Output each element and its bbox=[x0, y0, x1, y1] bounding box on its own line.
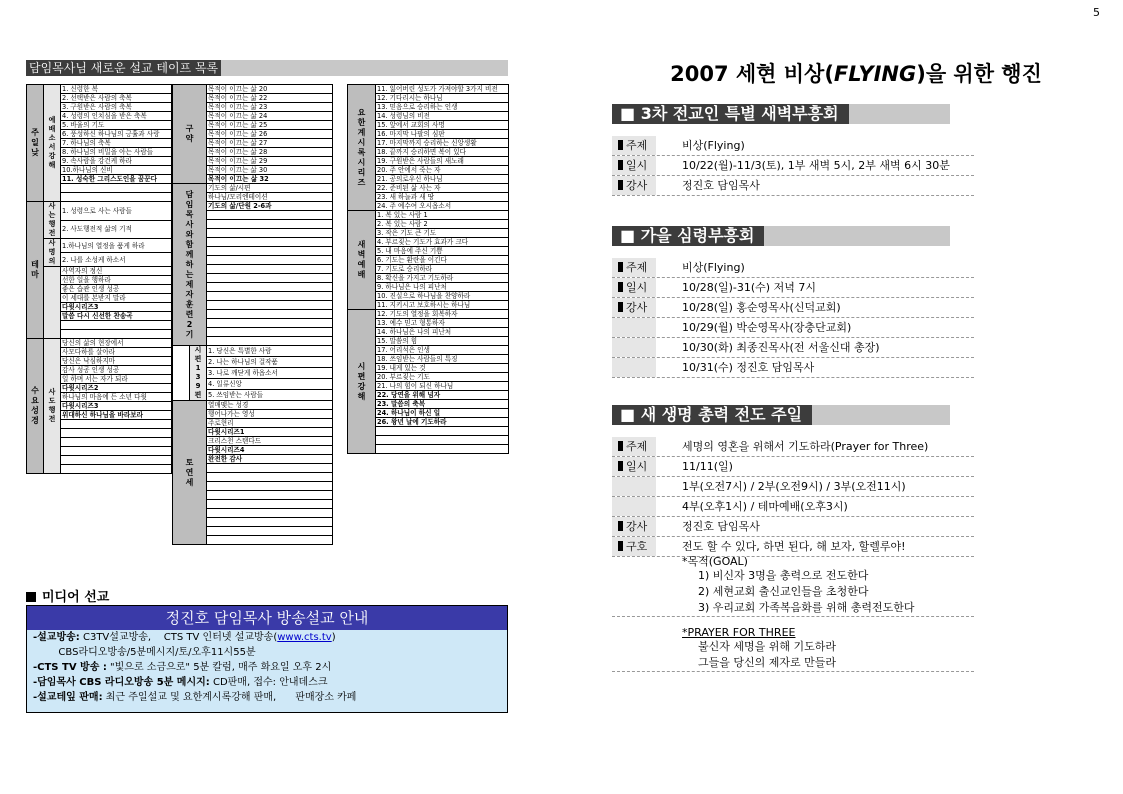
goal-item bbox=[612, 600, 974, 617]
info-label-text: 주제 bbox=[626, 139, 648, 152]
tape-title-cell: 5. 바울의 기도 bbox=[61, 121, 172, 130]
media-heading bbox=[26, 586, 109, 605]
tape-title-cell: 하나님의 마음에 든 소년 다윗 bbox=[61, 393, 172, 402]
tape-title-cell: 목적이 이끄는 삶 27 bbox=[207, 139, 333, 148]
tape-title-cell: 다윗시리즈3 bbox=[61, 303, 172, 312]
prayer-item bbox=[612, 655, 974, 672]
tape-title-cell bbox=[207, 328, 333, 337]
label-bullet-icon bbox=[618, 160, 623, 170]
broadcast-title: 정진호 담임목사 방송설교 안내 bbox=[27, 606, 507, 630]
section-heading-text: ■ 가을 심령부흥회 bbox=[612, 226, 764, 246]
tape-title-cell: 목적이 이끄는 삶 30 bbox=[207, 166, 333, 175]
broadcast-line-text: CBS라디오방송/5분메시지/토/오후11시55분 bbox=[33, 647, 256, 658]
info-label bbox=[612, 136, 656, 155]
tape-title-cell bbox=[207, 518, 333, 527]
label-bullet-icon bbox=[618, 441, 623, 451]
broadcast-line bbox=[27, 645, 507, 660]
tape-title-cell: 2. 사도행전적 삶의 기적 bbox=[61, 220, 172, 239]
broadcast-line bbox=[27, 660, 507, 675]
tape-title-cell: 6. 기도는 환란을 이긴다 bbox=[376, 256, 509, 265]
info-row bbox=[612, 437, 974, 457]
tape-title-cell bbox=[207, 527, 333, 536]
tape-title-cell: 18. 쓰임받는 사람들의 특징 bbox=[376, 355, 509, 364]
tape-title-cell bbox=[61, 456, 172, 465]
tape-table-b bbox=[172, 84, 333, 545]
tape-title-cell bbox=[61, 321, 172, 330]
section-heading bbox=[612, 104, 950, 124]
tape-title-cell: 2. 선택받은 사람의 축복 bbox=[61, 94, 172, 103]
tape-title-cell bbox=[61, 330, 172, 339]
tape-title-cell: 15. 말씀의 힘 bbox=[376, 337, 509, 346]
broadcast-line-label: -담임목사 CBS 라디오방송 5분 메시지: bbox=[33, 677, 210, 688]
tape-title-cell: 목적이 이끄는 삶 28 bbox=[207, 148, 333, 157]
tape-title-cell: 23. 새 하늘과 새 땅 bbox=[376, 193, 509, 202]
label-bullet-icon bbox=[618, 541, 623, 551]
broadcast-line-text: C3TV설교방송, CTS TV 인터넷 설교방송( bbox=[79, 632, 278, 643]
section-heading-text: ■ 새 생명 총력 전도 주일 bbox=[612, 405, 812, 425]
info-label bbox=[612, 477, 656, 496]
label-bullet-icon bbox=[618, 282, 623, 292]
table-row bbox=[173, 401, 333, 410]
tape-table-a bbox=[26, 84, 172, 474]
tape-title-cell: 22. 당연을 위해 넘자 bbox=[376, 391, 509, 400]
info-label-text: 주제 bbox=[626, 440, 648, 453]
tape-title-cell bbox=[207, 500, 333, 509]
subcategory-cell: 사 는 행 전 bbox=[44, 202, 61, 239]
tape-title-cell: 당신은 낙심하지마 bbox=[61, 357, 172, 366]
category-cell: 테 마 bbox=[27, 202, 44, 339]
tape-title-cell: 기도의 삶/단원 2-6과 bbox=[207, 202, 333, 211]
tape-title-cell: 다윗시리즈1 bbox=[207, 428, 333, 437]
tape-title-cell: 일 하며 서는 자가 되라 bbox=[61, 375, 172, 384]
table-row bbox=[27, 239, 172, 253]
tape-title-cell: 목적이 이끄는 삶 29 bbox=[207, 157, 333, 166]
info-value: 비상(Flying) bbox=[682, 261, 745, 274]
broadcast-line-after: ) bbox=[331, 632, 336, 643]
tape-title-cell: 열매맺는 성경 bbox=[207, 401, 333, 410]
tape-title-cell: 21. 공의로우신 하나님 bbox=[376, 175, 509, 184]
prayer-title-text: *PRAYER FOR THREE bbox=[682, 626, 796, 639]
info-label bbox=[612, 497, 656, 516]
tape-title-cell: 21. 나의 힘이 되신 하나님 bbox=[376, 382, 509, 391]
tape-title-cell: 1. 성령으로 사는 사람들 bbox=[61, 202, 172, 221]
tape-title-cell: 주로현리 bbox=[207, 419, 333, 428]
tape-title-cell: 12. 기다리시는 하나님 bbox=[376, 94, 509, 103]
label-bullet-icon bbox=[618, 262, 623, 272]
info-label bbox=[612, 437, 656, 456]
tape-title-cell bbox=[207, 274, 333, 283]
tape-title-cell: 11. 지키시고 보호하시는 하나님 bbox=[376, 301, 509, 310]
label-bullet-icon bbox=[618, 180, 623, 190]
tape-title-cell: 1. 복 있는 사람 1 bbox=[376, 211, 509, 220]
tape-title-cell: 1. 당신은 특별한 사람 bbox=[207, 346, 333, 357]
info-value: 1부(오전7시) / 2부(오전9시) / 3부(오전11시) bbox=[682, 480, 906, 493]
info-row bbox=[612, 497, 974, 517]
goal-item bbox=[612, 568, 974, 584]
main-title bbox=[612, 58, 1100, 88]
tape-title-cell bbox=[207, 482, 333, 491]
info-value: 전도 할 수 있다, 하면 된다, 해 보자, 할렐루야! bbox=[682, 540, 906, 553]
tape-title-cell: 4. 일류신앙 bbox=[207, 379, 333, 390]
tape-title-cell: 3. 나로 깨닫게 하옵소서 bbox=[207, 368, 333, 379]
table-row bbox=[348, 310, 509, 319]
tape-title-cell: 14. 하나님은 나의 피난처 bbox=[376, 328, 509, 337]
tape-title-cell: 17. 마지막까지 승리하는 신앙생활 bbox=[376, 139, 509, 148]
tape-title-cell: 목적이 이끄는 삶 20 bbox=[207, 85, 333, 94]
info-row bbox=[612, 318, 974, 338]
tape-title-cell bbox=[61, 438, 172, 447]
info-row bbox=[612, 338, 974, 358]
info-value: 10/22(월)-11/3(토), 1부 새벽 5시, 2부 새벽 6시 30분 bbox=[682, 159, 950, 172]
tape-title-cell: 6. 풍성하신 하나님의 긍휼과 사랑 bbox=[61, 130, 172, 139]
tape-title-cell: 13. 믿음으로 승리하는 인생 bbox=[376, 103, 509, 112]
tape-title-cell: 2. 나는 하나님의 걸작품 bbox=[207, 357, 333, 368]
goal-item bbox=[612, 584, 974, 600]
tape-title-cell: 목적이 이끄는 삶 22 bbox=[207, 94, 333, 103]
tape-title-cell bbox=[61, 429, 172, 438]
info-label-text: 강사 bbox=[626, 179, 648, 192]
info-value: 10/28(일) 홍순영목사(신덕교회) bbox=[682, 301, 841, 314]
tape-title-cell: 4. 부르짖는 기도가 효과가 크다 bbox=[376, 238, 509, 247]
tape-title-cell: 5. 내 마음에 주신 기쁨 bbox=[376, 247, 509, 256]
info-value: 정진호 담임목사 bbox=[682, 179, 760, 192]
info-value: 비상(Flying) bbox=[682, 139, 745, 152]
category-cell: 요 한 계 시 록 시 리 즈 bbox=[348, 85, 376, 211]
tape-title-cell: 사역자의 정신 bbox=[61, 267, 172, 276]
tape-title-cell: 좋은 습관 인생 성공 bbox=[61, 285, 172, 294]
tape-title-cell: 위대하신 하나님을 바라보라 bbox=[61, 411, 172, 420]
info-label-text: 일시 bbox=[626, 159, 648, 172]
tape-title-cell: 7. 하나님의 축복 bbox=[61, 139, 172, 148]
info-label bbox=[612, 176, 656, 195]
tape-list-title bbox=[26, 60, 508, 76]
tape-title-cell: 다윗시리즈2 bbox=[61, 384, 172, 393]
tape-title-cell bbox=[207, 238, 333, 247]
tape-title-cell: 목적이 이끄는 삶 23 bbox=[207, 103, 333, 112]
tape-title-cell bbox=[61, 447, 172, 456]
tape-title-cell: 3. 구원받은 사람의 축복 bbox=[61, 103, 172, 112]
blank-cell bbox=[173, 346, 190, 401]
table-row bbox=[348, 211, 509, 220]
tape-title-cell bbox=[207, 319, 333, 328]
info-label-text: 강사 bbox=[626, 301, 648, 314]
info-label-text: 강사 bbox=[626, 520, 648, 533]
square-bullet-icon bbox=[26, 592, 36, 602]
tape-title-cell: 목적이 이끄는 삶 24 bbox=[207, 112, 333, 121]
page-number: 5 bbox=[1093, 6, 1100, 19]
tape-title-cell: 다윗시리즈4 bbox=[207, 446, 333, 455]
info-value: 11/11(일) bbox=[682, 460, 733, 473]
subcategory-cell: 시 편 1 3 9 편 bbox=[190, 346, 207, 401]
info-row bbox=[612, 136, 974, 156]
tape-title-cell: 완전한 감사 bbox=[207, 455, 333, 464]
tape-title-cell: 19. 구원받은 사람들의 새노래 bbox=[376, 157, 509, 166]
info-label bbox=[612, 156, 656, 175]
info-label bbox=[612, 358, 656, 377]
tape-title-cell: 2. 나를 소성케 하소서 bbox=[61, 253, 172, 267]
broadcast-box bbox=[26, 605, 508, 713]
info-row bbox=[612, 258, 974, 278]
info-label bbox=[612, 517, 656, 536]
goal-title-text: *목적(GOAL) bbox=[682, 555, 748, 568]
tape-title-cell: 5. 쓰임받는 사람들 bbox=[207, 390, 333, 401]
info-label bbox=[612, 258, 656, 277]
tape-title-cell: 9. 속사람을 강건케 하라 bbox=[61, 157, 172, 166]
tape-title-cell: 기도의 삶/시편 bbox=[207, 184, 333, 193]
tape-table-c bbox=[347, 84, 509, 454]
tape-title-cell: 22. 준비된 삶 사는 자 bbox=[376, 184, 509, 193]
category-cell: 새 벽 예 배 bbox=[348, 211, 376, 310]
info-label bbox=[612, 457, 656, 476]
tape-title-cell: 4. 성령의 인치심을 받은 축복 bbox=[61, 112, 172, 121]
info-label bbox=[612, 338, 656, 357]
section-heading bbox=[612, 226, 950, 246]
category-cell: 담 임 목 사 와 함 께 하 는 제 자 훈 련 2 기 bbox=[173, 184, 207, 346]
info-row bbox=[612, 156, 974, 176]
tape-title-cell: 10.하나님의 신비 bbox=[61, 166, 172, 175]
tape-title-cell: 사모다하를 살아라 bbox=[61, 348, 172, 357]
main-title-post: )을 위한 행진 bbox=[916, 62, 1042, 86]
tape-title-cell: 11. 성숙한 그리스도인을 꿈꾼다 bbox=[61, 175, 172, 184]
subcategory-cell: 예 배 소 서 강 해 bbox=[44, 85, 61, 202]
tape-title-cell bbox=[207, 247, 333, 256]
tape-title-cell bbox=[207, 283, 333, 292]
tape-title-cell bbox=[61, 465, 172, 474]
info-row bbox=[612, 457, 974, 477]
tape-title-cell: 20. 주 안에서 죽는 자 bbox=[376, 166, 509, 175]
info-label-text: 일시 bbox=[626, 281, 648, 294]
info-label-text: 구호 bbox=[626, 540, 648, 553]
tape-title-cell bbox=[207, 265, 333, 274]
tape-title-cell: 13. 예수 믿고 형통하자 bbox=[376, 319, 509, 328]
tape-title-cell: 19. 내게 있는 것 bbox=[376, 364, 509, 373]
broadcast-line bbox=[27, 690, 507, 705]
tape-title-cell: 16. 마지막 나팔의 심판 bbox=[376, 130, 509, 139]
category-cell: 주 일 낮 bbox=[27, 85, 44, 202]
broadcast-line-label: -CTS TV 방송 : bbox=[33, 662, 107, 673]
label-bullet-icon bbox=[618, 140, 623, 150]
broadcast-line-label: -설교테잎 판매: bbox=[33, 692, 103, 703]
tape-title-cell: 8. 하나님의 비밀을 아는 사람들 bbox=[61, 148, 172, 157]
category-cell: 구 약 bbox=[173, 85, 207, 184]
subcategory-cell: 사 명 의 bbox=[44, 239, 61, 267]
table-row bbox=[27, 339, 172, 348]
tape-title-cell bbox=[61, 420, 172, 429]
tape-title-cell bbox=[207, 473, 333, 482]
tape-title-cell bbox=[207, 491, 333, 500]
tape-title-cell: 선한 일을 행하라 bbox=[61, 276, 172, 285]
tape-title-cell: 목적이 이끄는 삶 25 bbox=[207, 121, 333, 130]
table-row bbox=[27, 202, 172, 221]
prayer-item bbox=[612, 639, 974, 655]
subcategory-cell bbox=[44, 267, 61, 339]
tape-title-cell: 하나님/모리엔테이션 bbox=[207, 193, 333, 202]
tape-title-cell: 당신의 삶의 현장에서 bbox=[61, 339, 172, 348]
info-row bbox=[612, 298, 974, 318]
tape-title-cell bbox=[207, 536, 333, 545]
tape-title-cell bbox=[207, 464, 333, 473]
info-label bbox=[612, 318, 656, 337]
tape-title-cell: 1.하나님의 열정을 품게 하라 bbox=[61, 239, 172, 253]
subcategory-cell: 사 도 행 전 bbox=[44, 339, 61, 474]
tape-title-cell: 8. 확신을 가지고 기도하라 bbox=[376, 274, 509, 283]
info-value: 10/30(화) 최종진목사(전 서울신대 총장) bbox=[682, 341, 880, 354]
info-row bbox=[612, 477, 974, 497]
table-row bbox=[27, 85, 172, 94]
tape-title-cell: 말씀 다시 신선한 찬송곡 bbox=[61, 312, 172, 321]
tape-title-cell bbox=[61, 184, 172, 193]
info-value: 정진호 담임목사 bbox=[682, 520, 760, 533]
broadcast-line-text: 최근 주일설교 및 요한계시록강해 판매, 판매장소 카페 bbox=[102, 692, 357, 703]
tape-title-cell bbox=[207, 310, 333, 319]
info-row bbox=[612, 517, 974, 537]
info-row bbox=[612, 176, 974, 196]
tape-title-cell: 이 세대를 본받지 말라 bbox=[61, 294, 172, 303]
category-cell: 토 연 세 bbox=[173, 401, 207, 545]
broadcast-lines bbox=[27, 630, 507, 705]
tape-title-cell bbox=[207, 337, 333, 346]
main-title-em: FLYING bbox=[833, 62, 917, 86]
tape-title-cell: 20. 부르짖는 기도 bbox=[376, 373, 509, 382]
info-label-text: 일시 bbox=[626, 460, 648, 473]
media-heading-text: 미디어 선교 bbox=[42, 590, 110, 605]
tape-title-cell bbox=[376, 427, 509, 436]
goal-item-text: 2) 세현교회 출신교인들을 초청한다 bbox=[698, 585, 869, 598]
tape-title-cell bbox=[207, 509, 333, 518]
tape-title-cell: 행어나가는 영성 bbox=[207, 410, 333, 419]
tape-title-cell: 15. 앞에서 교회의 사명 bbox=[376, 121, 509, 130]
tape-title-cell: 3. 작은 기도 큰 기도 bbox=[376, 229, 509, 238]
tape-title-cell bbox=[207, 220, 333, 229]
tape-title-cell: 크리스천 스탠다드 bbox=[207, 437, 333, 446]
main-title-pre: 2007 세현 비상( bbox=[670, 62, 834, 86]
tape-title-cell bbox=[207, 211, 333, 220]
tape-title-cell bbox=[61, 193, 172, 202]
broadcast-line-text: CD판매, 접수: 안내데스크 bbox=[209, 677, 328, 688]
tape-title-cell: 7. 기도로 승리하라 bbox=[376, 265, 509, 274]
label-bullet-icon bbox=[618, 461, 623, 471]
info-value: 4부(오후1시) / 테마예배(오후3시) bbox=[682, 500, 848, 513]
section-heading bbox=[612, 405, 950, 425]
tape-title-cell: 목적이 이끄는 삶 26 bbox=[207, 130, 333, 139]
info-label-text: 주제 bbox=[626, 261, 648, 274]
category-cell: 시 편 강 해 bbox=[348, 310, 376, 454]
table-row bbox=[27, 267, 172, 276]
table-row bbox=[173, 184, 333, 193]
info-value: 10/29(월) 박순영목사(장충단교회) bbox=[682, 321, 852, 334]
tape-title-cell: 1. 신령한 복 bbox=[61, 85, 172, 94]
tape-title-cell: 17. 어리석은 인생 bbox=[376, 346, 509, 355]
tape-title-cell: 감사 성공 인생 성공 bbox=[61, 366, 172, 375]
tape-title-cell bbox=[207, 229, 333, 238]
tape-title-cell: 12. 기도의 열정을 회복하자 bbox=[376, 310, 509, 319]
tape-title-cell: 23. 말씀의 축복 bbox=[376, 400, 509, 409]
tape-title-cell: 18. 끝까지 승리하면 복이 있다 bbox=[376, 148, 509, 157]
info-label bbox=[612, 298, 656, 317]
info-value: 10/31(수) 정진호 담임목사 bbox=[682, 361, 815, 374]
tape-title-cell bbox=[376, 445, 509, 454]
info-value: 세명의 영혼을 위해서 기도하라(Prayer for Three) bbox=[682, 440, 929, 453]
info-label bbox=[612, 278, 656, 297]
goal-item-text: 1) 비신자 3명을 총력으로 전도한다 bbox=[698, 569, 869, 582]
broadcast-line-text: "빛으로 소금으로" 5분 칼럼, 매주 화요일 오후 2시 bbox=[106, 662, 332, 673]
table-row bbox=[173, 85, 333, 94]
tape-title-cell: 9. 하나님은 나의 피난처 bbox=[376, 283, 509, 292]
table-row bbox=[348, 85, 509, 94]
tape-title-cell bbox=[207, 256, 333, 265]
table-row bbox=[173, 346, 333, 357]
section-heading-text: ■ 3차 전교인 특별 새벽부흥회 bbox=[612, 104, 849, 124]
broadcast-line bbox=[27, 630, 507, 645]
info-value: 10/28(일)-31(수) 저녁 7시 bbox=[682, 281, 816, 294]
broadcast-line-label: -설교방송: bbox=[33, 632, 80, 643]
tape-title-cell: 24. 하나님이 하신 일 bbox=[376, 409, 509, 418]
tape-title-cell: 26. 왕년 날에 기도하라 bbox=[376, 418, 509, 427]
tape-title-cell: 2. 복 있는 사람 2 bbox=[376, 220, 509, 229]
label-bullet-icon bbox=[618, 521, 623, 531]
goal-item-text: 3) 우리교회 가족복음화를 위해 총력전도한다 bbox=[698, 601, 915, 614]
tape-list-title-text: 담임목사님 새로운 설교 테이프 목록 bbox=[26, 60, 221, 76]
tape-title-cell: 14. 성령님의 비전 bbox=[376, 112, 509, 121]
tape-title-cell: 목적이 이끄는 삶 32 bbox=[207, 175, 333, 184]
tape-title-cell: 24. 주 예수여 오시옵소서 bbox=[376, 202, 509, 211]
broadcast-line bbox=[27, 675, 507, 690]
info-row bbox=[612, 278, 974, 298]
tape-title-cell bbox=[207, 292, 333, 301]
tape-title-cell bbox=[376, 436, 509, 445]
category-cell: 수 요 성 경 bbox=[27, 339, 44, 474]
tape-title-cell: 다윗시리즈3 bbox=[61, 402, 172, 411]
tape-title-cell bbox=[207, 301, 333, 310]
tape-title-cell: 11. 잃어버린 성도가 가져야할 3가지 비전 bbox=[376, 85, 509, 94]
cts-website-link[interactable]: www.cts.tv bbox=[277, 632, 332, 643]
label-bullet-icon bbox=[618, 302, 623, 312]
tape-title-cell: 10. 진실으로 하나님을 찬양하라 bbox=[376, 292, 509, 301]
prayer-item-text: 그들을 당신의 제자로 만들라 bbox=[698, 656, 837, 669]
prayer-item-text: 불신자 세명을 위해 기도하라 bbox=[698, 640, 837, 653]
info-row bbox=[612, 358, 974, 378]
